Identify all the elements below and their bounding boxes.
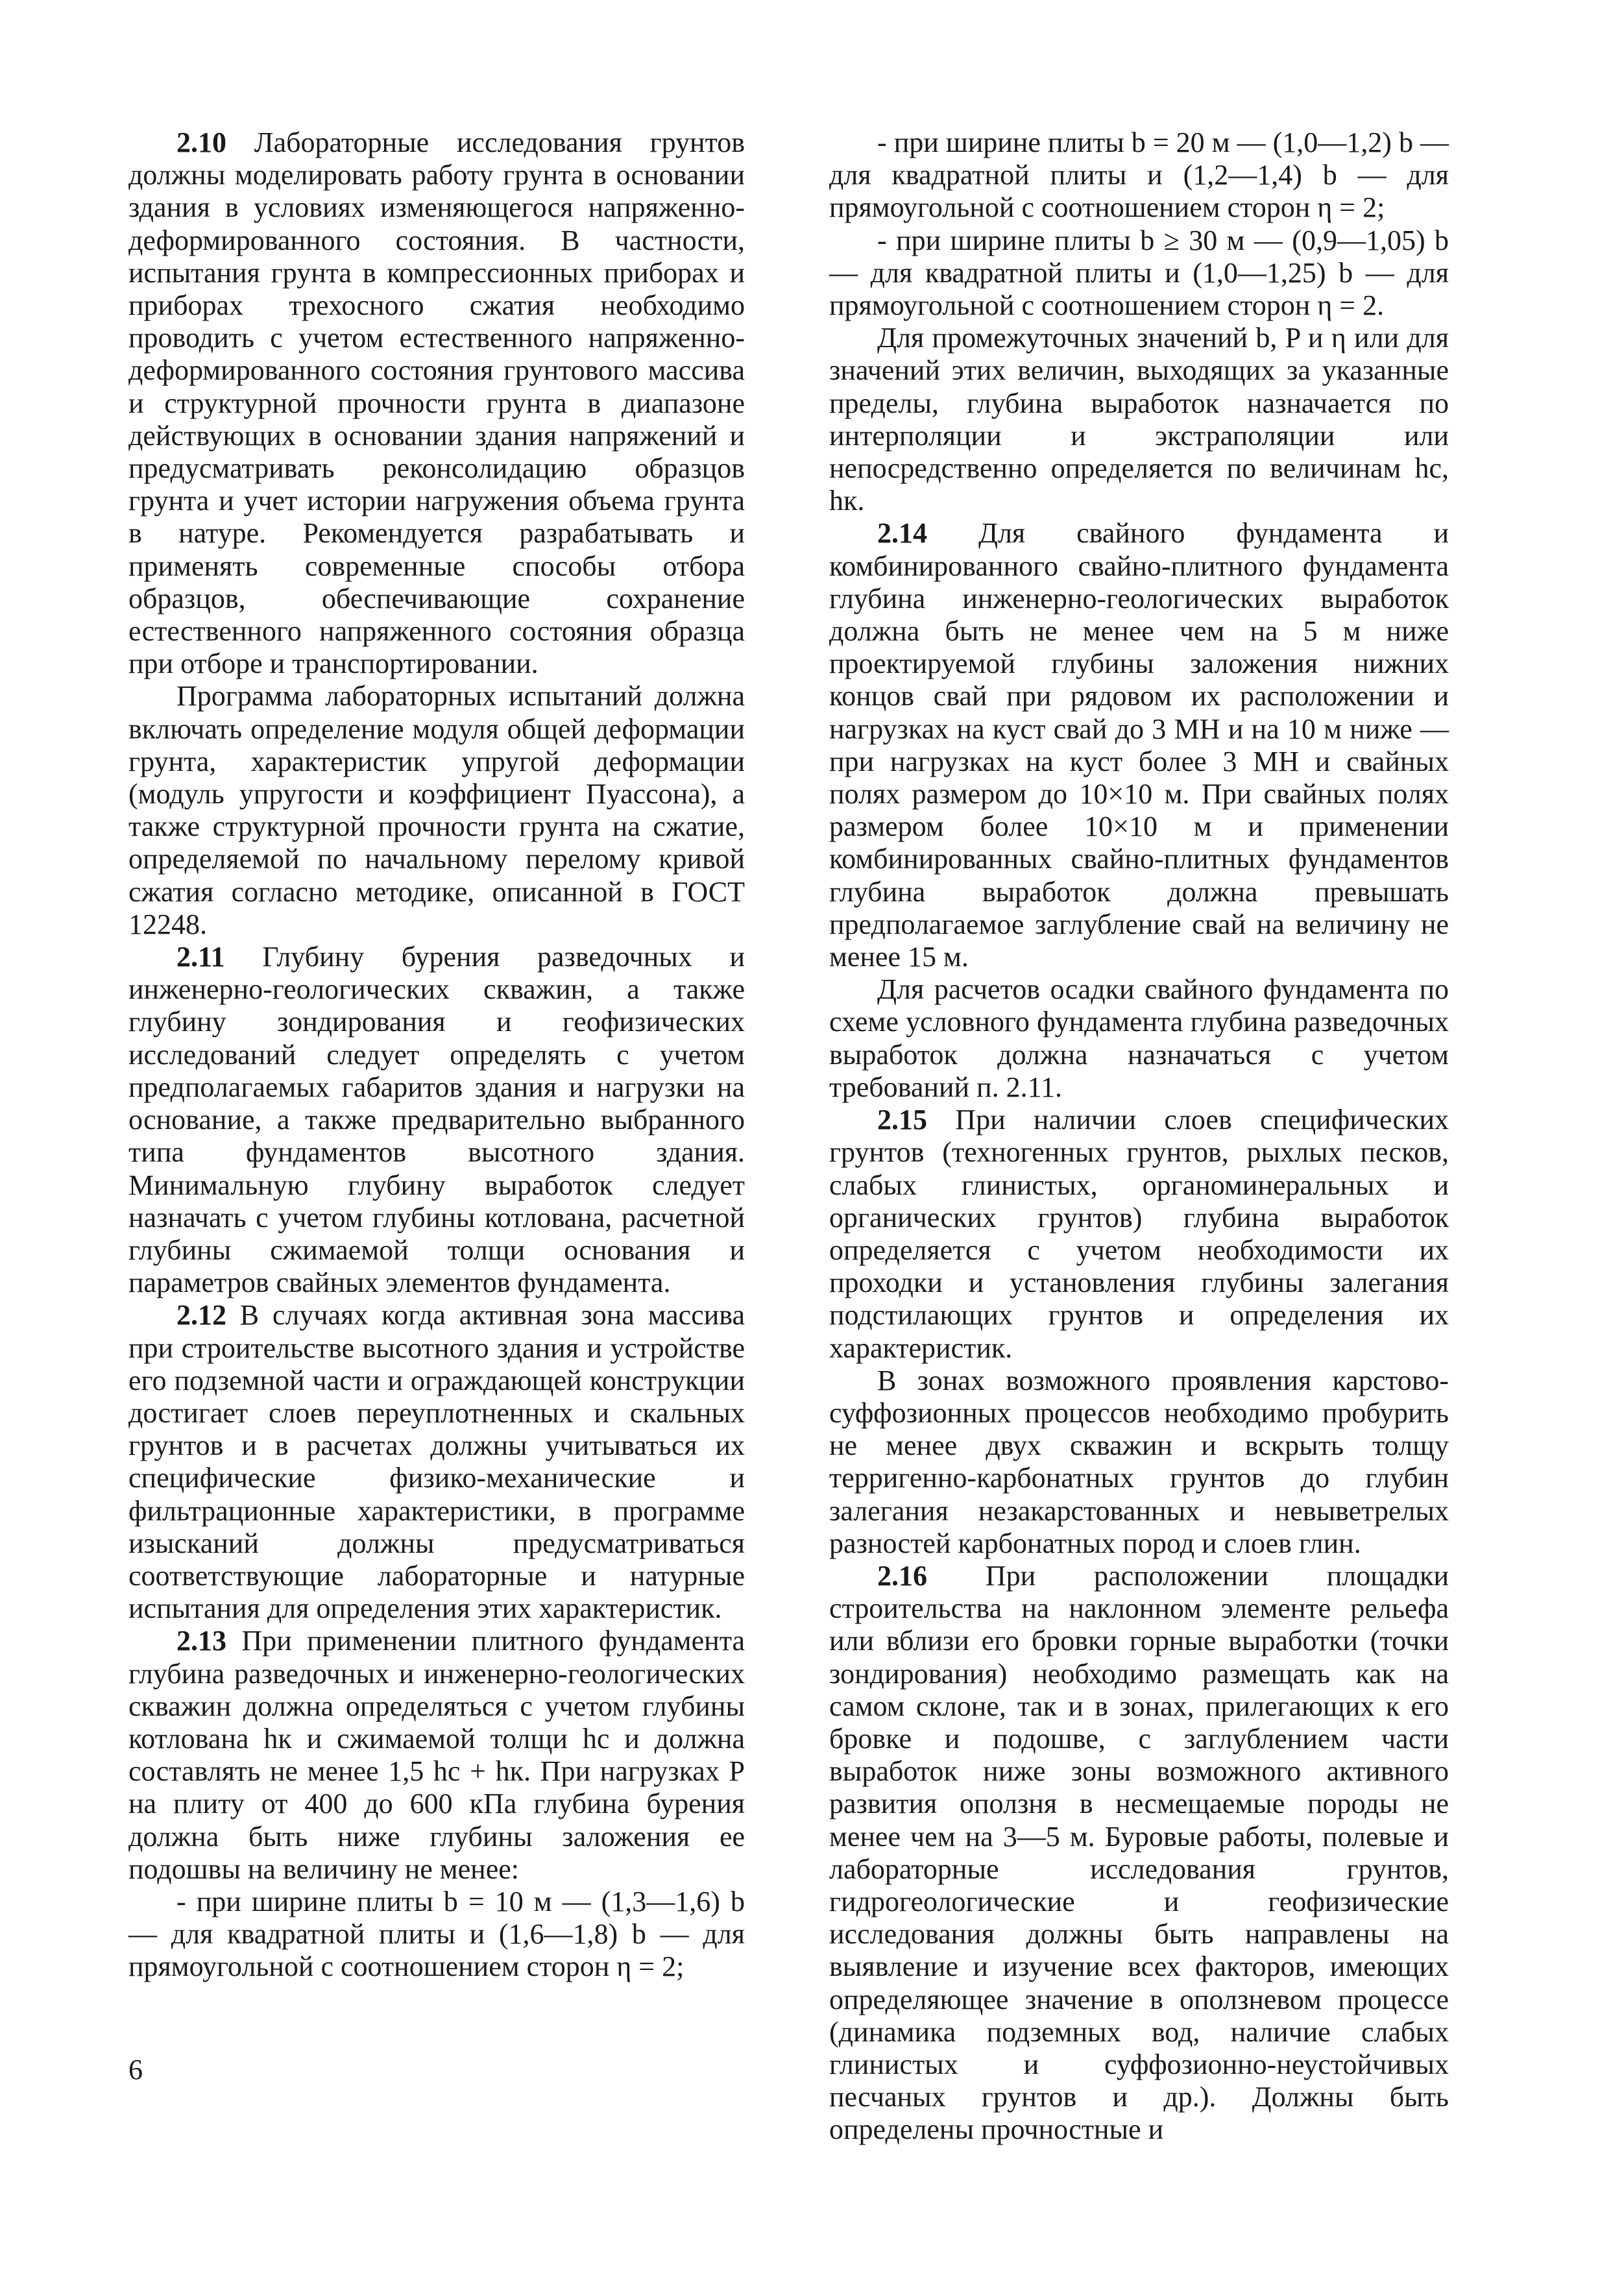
paragraph-text: Программа лабораторных испытаний должна включать определение модуля общей деформации грунта, характеристик упругой деформации (модуль упругости и коэффициент Пуассона), а также структурной прочности грунта на сжатие, определяемой по начальному перелому кривой сжатия согласно методике, описанной в ГОСТ 12248.: [128, 680, 745, 940]
paragraph-text: Глубину бурения разведочных и инженерно-геологических скважин, а также глубину зондирования и геофизических исследований следует определять с учетом предполагаемых габаритов здания и нагрузки на основание, а также предварительно выбранного типа фундаментов высотного здания. Минимальную глубину выработок следует назначать с учетом глубины котлована, расчетной глубины сжимаемой толщи основания и параметров свайных элементов фундамента.: [128, 941, 745, 1299]
paragraph-text: При расположении площадки строительства на наклонном элементе рельефа или вблизи его бровки горные выработки (точки зондирования) необходимо размещать как на самом склоне, так и в зонах, прилегающих к его бровке и подошве, с заглублением части выработок ниже зоны возможного активного развития оползня в несмещаемые породы не менее чем на 3—5 м. Буровые работы, полевые и лабораторные исследования грунтов, гидрогеологические и геофизические исследования должны быть направлены на выявление и изучение всех факторов, имеющих определяющее значение в оползневом процессе (динамика подземных вод, наличие слабых глинистых и суффозионно-неустойчивых песчаных грунтов и др.). Должны быть определены прочностные и: [829, 1559, 1449, 2146]
section-number: 2.14: [877, 517, 927, 550]
list-item-width-10: [128, 1886, 745, 1984]
left-column: [128, 127, 745, 1984]
paragraph-2-11: [128, 941, 745, 1299]
paragraph-text: В зонах возможного проявления карстово-суффозионных процессов необходимо пробурить не менее двух скважин и вскрыть толщу терригенно-карбонатных грунтов до глубин залегания незакарстованных и невыветрелых разностей карбонатных пород и слоев глин.: [829, 1364, 1449, 1559]
section-number: 2.15: [877, 1104, 927, 1136]
paragraph-text: Лабораторные исследования грунтов должны моделировать работу грунта в основании здания в условиях изменяющегося напряженно-деформированного состояния. В частности, испытания грунта в компрессионных приборах и приборах трехосного сжатия необходимо проводить с учетом естественного напряженно-деформированного состояния грунтового массива и структурной прочности грунта в диапазоне действующих в основании здания напряжений и предусматривать реконсолидацию образцов грунта и учет истории нагружения объема грунта в натуре. Рекомендуется разрабатывать и применять современные способы отбора образцов, обеспечивающие сохранение естественного напряженного состояния образца при отборе и транспортировании.: [128, 127, 745, 680]
paragraph-karst-zones: [829, 1365, 1449, 1560]
paragraph-text: Для расчетов осадки свайного фундамента по схеме условного фундамента глубина разведочных выработок должна назначаться с учетом требований п. 2.11.: [829, 973, 1449, 1103]
paragraph-text: - при ширине плиты b ≥ 30 м — (0,9—1,05) b — для квадратной плиты и (1,0—1,25) b — для прямоугольной с соотношением сторон η = 2.: [829, 224, 1449, 322]
paragraph-text: - при ширине плиты b = 10 м — (1,3—1,6) b — для квадратной плиты и (1,6—1,8) b — для прямоугольной с соотношением сторон η = 2;: [128, 1885, 745, 1983]
paragraph-2-12: [128, 1299, 745, 1625]
paragraph-text: В случаях когда активная зона массива при строительстве высотного здания и устройстве его подземной части и ограждающей конструкции достигает слоев переуплотненных и скальных грунтов и в расчетах должны учитываться их специфические физико-механические и фильтрационные характеристики, в программе изысканий должны предусматриваться соответствующие лабораторные и натурные испытания для определения этих характеристик.: [128, 1299, 745, 1625]
paragraph-text: При применении плитного фундамента глубина разведочных и инженерно-геологических скважин должна определяться с учетом глубины котлована hк и сжимаемой толщи hс и должна составлять не менее 1,5 hс + hк. При нагрузках P на плиту от 400 до 600 кПа глубина бурения должна быть ниже глубины заложения ее подошвы на величину не менее:: [128, 1625, 745, 1885]
section-number: 2.10: [176, 127, 226, 158]
section-number: 2.13: [176, 1625, 226, 1657]
paragraph-intermediate-values: [829, 322, 1449, 517]
paragraph-2-14: [829, 517, 1449, 973]
section-number: 2.12: [176, 1299, 226, 1331]
paragraph-2-13: [128, 1625, 745, 1886]
section-number: 2.16: [877, 1559, 927, 1592]
paragraph-text: При наличии слоев специфических грунтов (техногенных грунтов, рыхлых песков, слабых глинистых, органоминеральных и органических грунтов) глубина выработок определяется с учетом необходимости их проходки и установления глубины залегания подстилающих грунтов и определения их характеристик.: [829, 1104, 1449, 1364]
paragraph-2-16: [829, 1560, 1449, 2146]
paragraph-2-15: [829, 1104, 1449, 1365]
paragraph-text: Для свайного фундамента и комбинированного свайно-плитного фундамента глубина инженерно-геологических выработок должна быть не менее чем на 5 м ниже проектируемой глубины заложения нижних концов свай при рядовом их расположении и нагрузках на куст свай до 3 МН и на 10 м ниже — при нагрузках на куст более 3 МН и свайных полях размером до 10×10 м. При свайных полях размером более 10×10 м и применении комбинированных свайно-плитных фундаментов глубина выработок должна превышать предполагаемое заглубление свай на величину не менее 15 м.: [829, 517, 1449, 973]
paragraph-text: - при ширине плиты b = 20 м — (1,0—1,2) b — для квадратной плиты и (1,2—1,4) b — для прямоугольной с соотношением сторон η = 2;: [829, 127, 1449, 224]
paragraph-text: Для промежуточных значений b, P и η или для значений этих величин, выходящих за указанные пределы, глубина выработок назначается по интерполяции и экстраполяции или непосредственно определяется по величинам hс, hк.: [829, 322, 1449, 517]
paragraph-lab-program: [128, 680, 745, 941]
section-number: 2.11: [176, 941, 225, 973]
paragraph-2-10: [128, 127, 745, 680]
right-column: [829, 127, 1449, 2146]
list-item-width-20: [829, 127, 1449, 225]
list-item-width-30: [829, 225, 1449, 322]
paragraph-settlement-calc: [829, 973, 1449, 1104]
page-number: 6: [128, 2054, 143, 2085]
